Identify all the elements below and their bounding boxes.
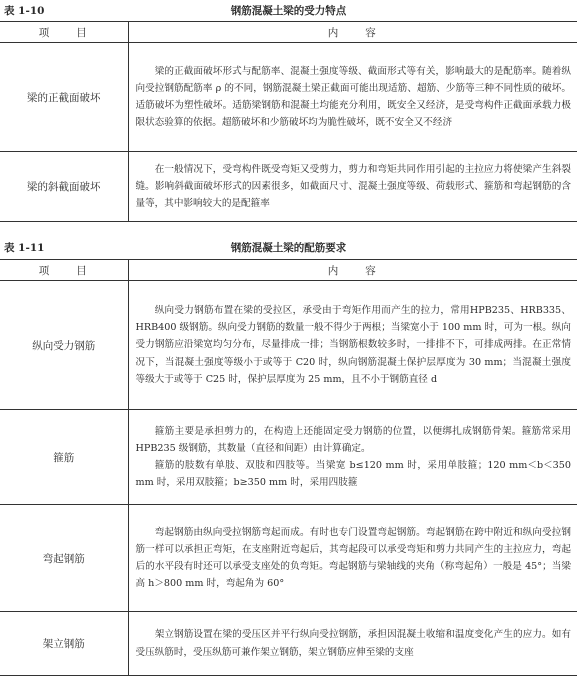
table-row — [0, 281, 577, 410]
row-paragraph: 梁的正截面破坏形式与配筋率、混凝土强度等级、截面形式等有关，影响最大的是配筋率。随着纵向受拉钢筋配筋率 ρ 的不同，钢筋混凝土梁正截面可能出现适筋、超筋、少筋等三种不同性质的破坏。适筋破坏为塑性破坏。适筋梁钢筋和混凝土均能充分利用，既安全又经济，是受弯构件正截面承载力极限状态验算的依据。超筋破坏和少筋破坏均为脆性破坏，既不安全又不经济 — [135, 65, 571, 129]
row-label: 梁的正截面破坏 — [0, 43, 128, 152]
table-number: 表 1-11 — [4, 242, 45, 254]
row-paragraph: 架立钢筋设置在梁的受压区并平行纵向受拉钢筋，承担因混凝土收缩和温度变化产生的应力。如有受压纵筋时，受压纵筋可兼作架立钢筋，架立钢筋应伸至梁的支座 — [135, 629, 571, 658]
header-content: 内 容 — [128, 260, 577, 281]
header-item: 项 目 — [0, 22, 128, 43]
row-paragraph: 箍筋主要是承担剪力的，在构造上还能固定受力钢筋的位置，以便绑扎成钢筋骨架。箍筋常采用 HPB235 级钢筋，其数量（直径和间距）由计算确定。 — [135, 425, 571, 454]
header-content: 内 容 — [128, 22, 577, 43]
row-label: 弯起钢筋 — [0, 505, 128, 612]
header-item: 项 目 — [0, 260, 128, 281]
row-label: 纵向受力钢筋 — [0, 281, 128, 410]
row-paragraph: 在一般情况下，受弯构件既受弯矩又受剪力，剪力和弯矩共同作用引起的主拉应力将使梁产生斜裂缝。影响斜截面破坏形式的因素很多，如截面尺寸、混凝土强度等级、荷载形式、箍筋和弯起钢筋的含量等，其中影响较大的是配箍率 — [135, 163, 571, 210]
row-label: 架立钢筋 — [0, 612, 128, 676]
table-row — [0, 612, 577, 676]
row-content — [128, 281, 577, 410]
table-title: 钢筋混凝土梁的受力特点 — [230, 5, 347, 17]
row-content — [128, 152, 577, 222]
table-number: 表 1-10 — [4, 5, 45, 17]
table-header-row — [0, 22, 577, 43]
table-1-11 — [0, 259, 577, 676]
table-row — [0, 410, 577, 505]
row-paragraph: 弯起钢筋由纵向受拉钢筋弯起而成。有时也专门设置弯起钢筋。弯起钢筋在跨中附近和纵向受拉钢筋一样可以承担正弯矩，在支座附近弯起后，其弯起段可以承受弯矩和剪力共同产生的主拉应力，弯起后的水平段有时还可以承受支座处的负弯矩。弯起钢筋与梁轴线的夹角（称弯起角）一般是 45°；当梁高 h＞800 mm 时，弯起角为 60° — [135, 526, 571, 590]
row-content — [128, 410, 577, 505]
row-label: 梁的斜截面破坏 — [0, 152, 128, 222]
table-1-10 — [0, 21, 577, 222]
row-label: 箍筋 — [0, 410, 128, 505]
row-paragraph: 纵向受力钢筋布置在梁的受拉区，承受由于弯矩作用而产生的拉力，常用HPB235、HRB335、HRB400 级钢筋。纵向受力钢筋的数量一般不得少于两根；当梁宽小于 100 mm 时，可为一根。纵向受力钢筋应沿梁宽均匀分布，尽量排成一排；当钢筋根数较多时，一排排不下，可排成两排。在正常情况下，当混凝土强度等级小于或等于 C20 时，纵向钢筋混凝土保护层厚度为 30 mm；当混凝土强度等级大于或等于 C25 时，保护层厚度为 25 mm，且不小于钢筋直径 d — [135, 304, 571, 385]
row-content — [128, 612, 577, 676]
row-content — [128, 505, 577, 612]
table-row — [0, 43, 577, 152]
table-row — [0, 152, 577, 222]
row-content — [128, 43, 577, 152]
table-row — [0, 505, 577, 612]
table-title: 钢筋混凝土梁的配筋要求 — [230, 242, 347, 254]
table-header-row — [0, 260, 577, 281]
row-paragraph: 箍筋的肢数有单肢、双肢和四肢等。当梁宽 b≤120 mm 时，采用单肢箍；120 mm＜b＜350 mm 时，采用双肢箍；b≥350 mm 时，采用四肢箍 — [135, 460, 571, 489]
